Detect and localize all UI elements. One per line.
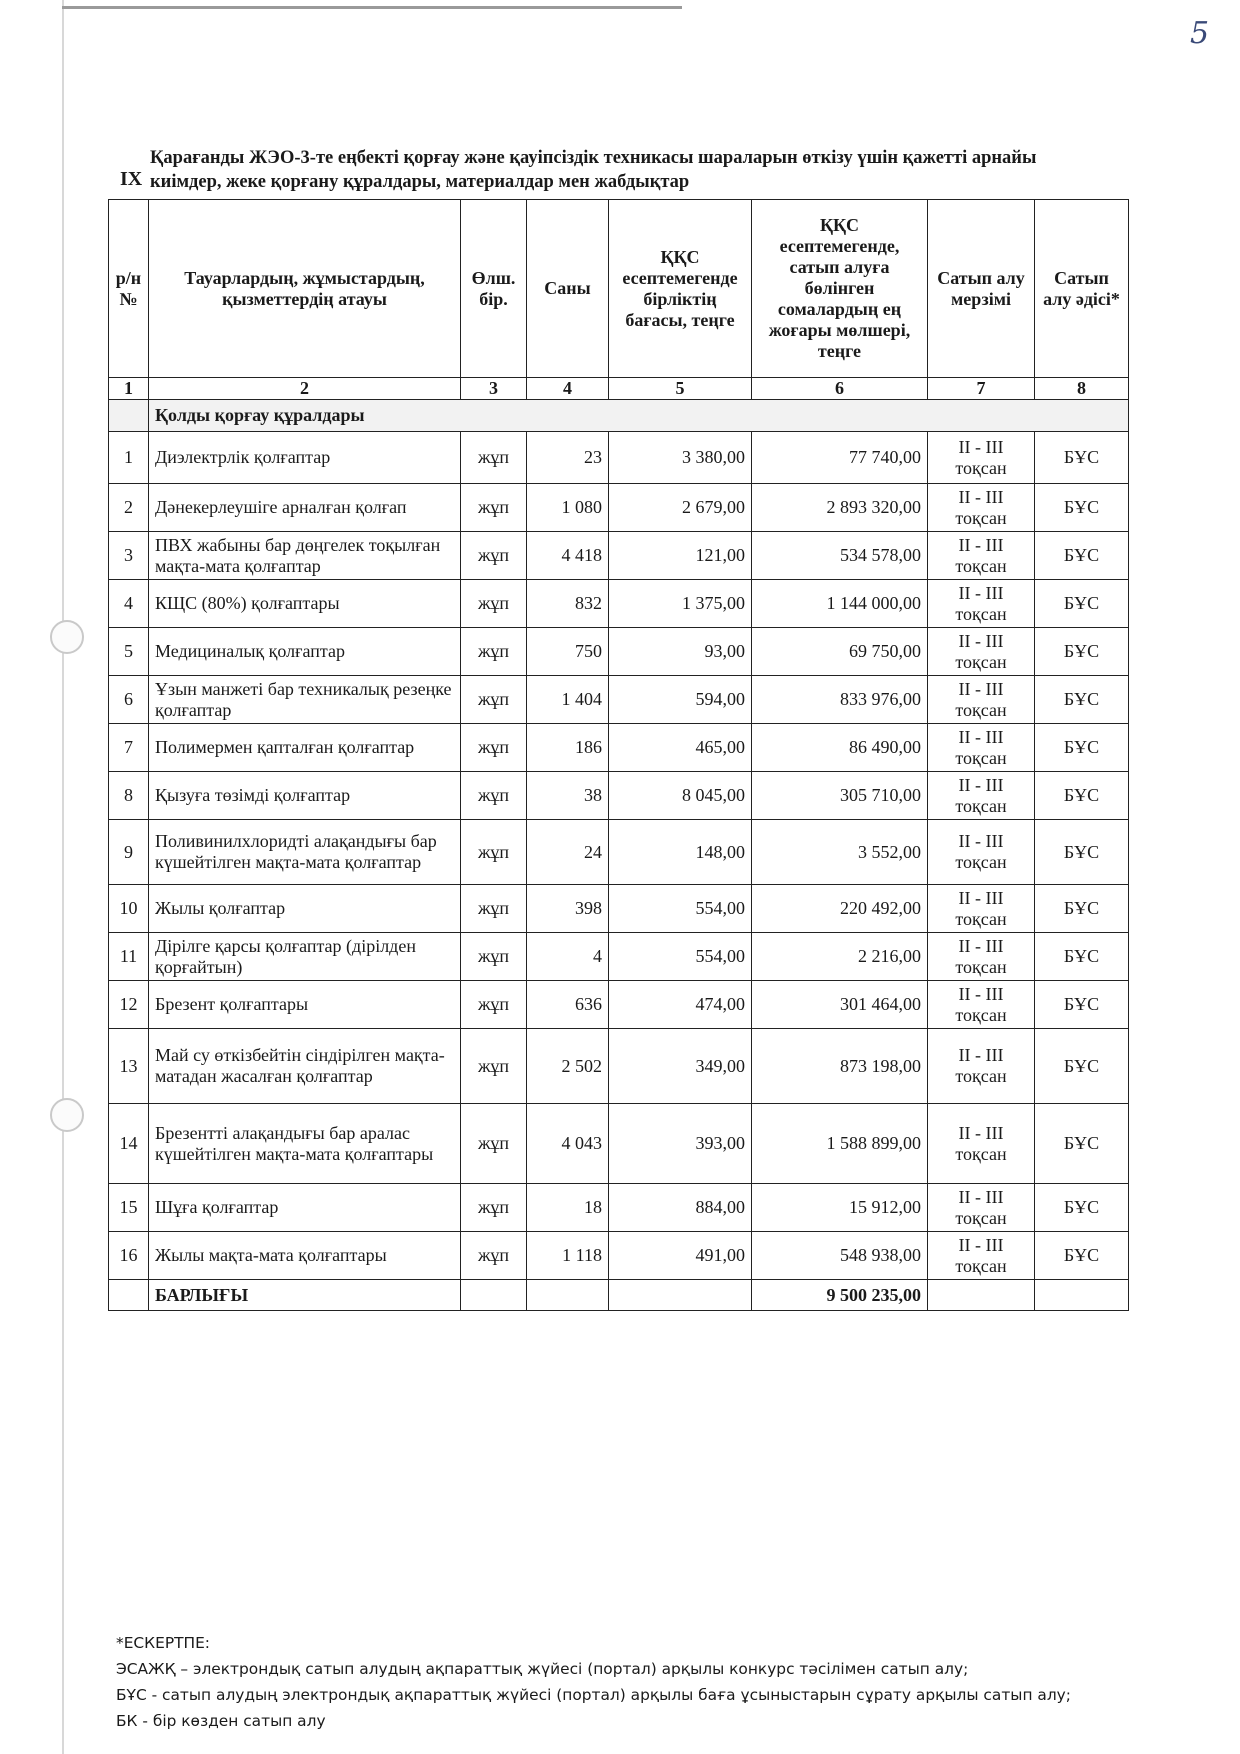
column-number: 5 [609,378,752,400]
cell-name: Поливинилхлоридті алақандығы бар күшейтілген мақта-мата қолғаптар [149,820,461,885]
cell-price: 491,00 [609,1232,752,1280]
header-cell: ҚҚС есептемегенде бірліктің бағасы, теңге [609,200,752,378]
cell-unit: жұп [461,820,527,885]
footnote-title: *ЕСКЕРТПЕ: [116,1634,210,1652]
cell-method: БҰС [1035,676,1129,724]
cell-name: Дәнекерлеушіге арналған қолғап [149,484,461,532]
column-number: 6 [752,378,928,400]
section-title: Қарағанды ЖЭО-3-те еңбекті қорғау және қауіпсіздік техникасы шараларын өткізу үшін қажетті арнайы киімдер, жеке қорғану құралдары, материалдар мен жабдықтар [150,148,1037,192]
cell-term: II - III тоқсан [928,981,1035,1029]
cell-n: 3 [109,532,149,580]
cell-total: 305 710,00 [752,772,928,820]
table-row [109,1232,1129,1280]
cell-price: 884,00 [609,1184,752,1232]
cell-name: Брезентті алақандығы бар аралас күшейтілген мақта-мата қолғаптары [149,1104,461,1184]
cell-term: II - III тоқсан [928,933,1035,981]
cell-method: БҰС [1035,628,1129,676]
cell-n: 2 [109,484,149,532]
table-row [109,885,1129,933]
cell-name: Қызуға төзімді қолғаптар [149,772,461,820]
column-number: 8 [1035,378,1129,400]
cell-qty: 636 [527,981,609,1029]
table-row [109,676,1129,724]
category-row [109,400,1129,432]
empty-cell [928,1280,1035,1311]
cell-method: БҰС [1035,820,1129,885]
cell-name: Шұға қолғаптар [149,1184,461,1232]
cell-term: II - III тоқсан [928,820,1035,885]
cell-n: 14 [109,1104,149,1184]
cell-method: БҰС [1035,772,1129,820]
cell-n: 11 [109,933,149,981]
cell-name: Дірілге қарсы қолғаптар (дірілден қорғайтын) [149,933,461,981]
cell-price: 148,00 [609,820,752,885]
cell-qty: 832 [527,580,609,628]
cell-price: 554,00 [609,933,752,981]
cell-term: II - III тоқсан [928,1184,1035,1232]
cell-qty: 1 080 [527,484,609,532]
cell-unit: жұп [461,676,527,724]
cell-unit: жұп [461,532,527,580]
total-label: БАРЛЫҒЫ [149,1280,461,1311]
cell-price: 8 045,00 [609,772,752,820]
footnote-line: ЭСАЖҚ – электрондық сатып алудың ақпараттық жүйесі (портал) арқылы конкурс тәсілімен сатып алу; [116,1660,969,1678]
cell-term: II - III тоқсан [928,1029,1035,1104]
cell-total: 2 893 320,00 [752,484,928,532]
footnote [116,1630,1226,1734]
table-row [109,933,1129,981]
cell-qty: 4 043 [527,1104,609,1184]
total-row [109,1280,1129,1311]
cell-total: 86 490,00 [752,724,928,772]
cell-n: 10 [109,885,149,933]
cell-method: БҰС [1035,532,1129,580]
section-number: IX [120,168,143,190]
cell-unit: жұп [461,1232,527,1280]
cell-unit: жұп [461,628,527,676]
cell-n: 9 [109,820,149,885]
cell-term: II - III тоқсан [928,532,1035,580]
cell-qty: 38 [527,772,609,820]
cell-name: Май су өткізбейтін сіндірілген мақта-матадан жасалған қолғаптар [149,1029,461,1104]
cell-price: 393,00 [609,1104,752,1184]
cell-n: 12 [109,981,149,1029]
cell-total: 534 578,00 [752,532,928,580]
column-number-row [109,378,1129,400]
cell-term: II - III тоқсан [928,580,1035,628]
cell-term: II - III тоқсан [928,1104,1035,1184]
punch-hole-lower [50,1098,84,1132]
cell-total: 3 552,00 [752,820,928,885]
table-row [109,772,1129,820]
page-top-edge [62,6,682,9]
cell-qty: 18 [527,1184,609,1232]
cell-price: 349,00 [609,1029,752,1104]
footnote-line: БҰС - сатып алудың электрондық ақпараттық жүйесі (портал) арқылы баға ұсыныстарын сұрату арқылы сатып алу; [116,1686,1071,1704]
cell-method: БҰС [1035,1104,1129,1184]
goods-table [108,199,1129,1311]
cell-method: БҰС [1035,933,1129,981]
cell-method: БҰС [1035,1232,1129,1280]
cell-qty: 4 418 [527,532,609,580]
cell-name: Полимермен қапталған қолғаптар [149,724,461,772]
header-cell: ҚҚС есептемегенде, сатып алуға бөлінген сомалардың ең жоғары мөлшері, теңге [752,200,928,378]
table-row [109,1184,1129,1232]
cell-unit: жұп [461,772,527,820]
cell-price: 1 375,00 [609,580,752,628]
cell-unit: жұп [461,885,527,933]
header-cell: Өлш. бір. [461,200,527,378]
cell-unit: жұп [461,981,527,1029]
cell-unit: жұп [461,933,527,981]
cell-total: 548 938,00 [752,1232,928,1280]
table-row [109,981,1129,1029]
cell-term: II - III тоқсан [928,1232,1035,1280]
cell-n: 5 [109,628,149,676]
cell-name: Медициналық қолғаптар [149,628,461,676]
page-number: 5 [1190,16,1210,51]
cell-term: II - III тоқсан [928,772,1035,820]
empty-cell [109,1280,149,1311]
table-row [109,432,1129,484]
empty-cell [461,1280,527,1311]
footnote-line: БК - бір көзден сатып алу [116,1712,326,1730]
header-cell: Сатып алу әдісі* [1035,200,1129,378]
cell-name: ПВХ жабыны бар дөңгелек тоқылған мақта-мата қолғаптар [149,532,461,580]
cell-price: 554,00 [609,885,752,933]
cell-total: 77 740,00 [752,432,928,484]
cell-qty: 24 [527,820,609,885]
cell-method: БҰС [1035,1029,1129,1104]
cell-qty: 750 [527,628,609,676]
table-row [109,1104,1129,1184]
cell-method: БҰС [1035,885,1129,933]
page-left-edge [62,0,64,1754]
cell-unit: жұп [461,580,527,628]
table-row [109,724,1129,772]
empty-cell [527,1280,609,1311]
cell-price: 594,00 [609,676,752,724]
cell-method: БҰС [1035,724,1129,772]
cell-total: 1 588 899,00 [752,1104,928,1184]
cell-name: Диэлектрлік қолғаптар [149,432,461,484]
cell-term: II - III тоқсан [928,885,1035,933]
column-number: 2 [149,378,461,400]
cell-price: 465,00 [609,724,752,772]
cell-price: 474,00 [609,981,752,1029]
cell-n: 6 [109,676,149,724]
cell-qty: 1 404 [527,676,609,724]
cell-n: 16 [109,1232,149,1280]
cell-qty: 1 118 [527,1232,609,1280]
cell-name: Жылы қолғаптар [149,885,461,933]
table-row [109,1029,1129,1104]
total-value: 9 500 235,00 [752,1280,928,1311]
cell-term: II - III тоқсан [928,432,1035,484]
cell-n: 7 [109,724,149,772]
cell-name: Ұзын манжеті бар техникалық резеңке қолғаптар [149,676,461,724]
cell-qty: 186 [527,724,609,772]
cell-price: 121,00 [609,532,752,580]
cell-unit: жұп [461,1029,527,1104]
cell-unit: жұп [461,484,527,532]
cell-term: II - III тоқсан [928,628,1035,676]
cell-price: 93,00 [609,628,752,676]
column-number: 4 [527,378,609,400]
table-row [109,484,1129,532]
table-row [109,820,1129,885]
column-number: 7 [928,378,1035,400]
cell-total: 220 492,00 [752,885,928,933]
header-cell: р/н № [109,200,149,378]
cell-n: 15 [109,1184,149,1232]
cell-term: II - III тоқсан [928,724,1035,772]
table-row [109,580,1129,628]
cell-qty: 2 502 [527,1029,609,1104]
cell-unit: жұп [461,724,527,772]
cell-n: 1 [109,432,149,484]
cell-total: 1 144 000,00 [752,580,928,628]
cell-price: 2 679,00 [609,484,752,532]
header-cell: Сатып алу мерзімі [928,200,1035,378]
cell-method: БҰС [1035,580,1129,628]
empty-cell [609,1280,752,1311]
cell-name: Брезент қолғаптары [149,981,461,1029]
cell-qty: 23 [527,432,609,484]
column-number: 3 [461,378,527,400]
cell-unit: жұп [461,432,527,484]
cell-term: II - III тоқсан [928,484,1035,532]
cell-total: 2 216,00 [752,933,928,981]
cell-method: БҰС [1035,432,1129,484]
cell-total: 69 750,00 [752,628,928,676]
column-number: 1 [109,378,149,400]
cell-total: 833 976,00 [752,676,928,724]
cell-n: 13 [109,1029,149,1104]
cell-term: II - III тоқсан [928,676,1035,724]
cell-name: КЩС (80%) қолғаптары [149,580,461,628]
category-label: Қолды қорғау құралдары [149,400,1129,432]
cell-total: 15 912,00 [752,1184,928,1232]
cell-method: БҰС [1035,484,1129,532]
cell-method: БҰС [1035,1184,1129,1232]
cell-name: Жылы мақта-мата қолғаптары [149,1232,461,1280]
cell-n: 4 [109,580,149,628]
punch-hole-upper [50,620,84,654]
cell-price: 3 380,00 [609,432,752,484]
cell-method: БҰС [1035,981,1129,1029]
cell-qty: 4 [527,933,609,981]
table-row [109,532,1129,580]
empty-cell [1035,1280,1129,1311]
table-row [109,628,1129,676]
cell-total: 873 198,00 [752,1029,928,1104]
cell-unit: жұп [461,1184,527,1232]
table-header-row [109,200,1129,378]
cell-qty: 398 [527,885,609,933]
cell-unit: жұп [461,1104,527,1184]
cell-n: 8 [109,772,149,820]
cell-total: 301 464,00 [752,981,928,1029]
header-cell: Саны [527,200,609,378]
header-cell: Тауарлардың, жұмыстардың, қызметтердің атауы [149,200,461,378]
